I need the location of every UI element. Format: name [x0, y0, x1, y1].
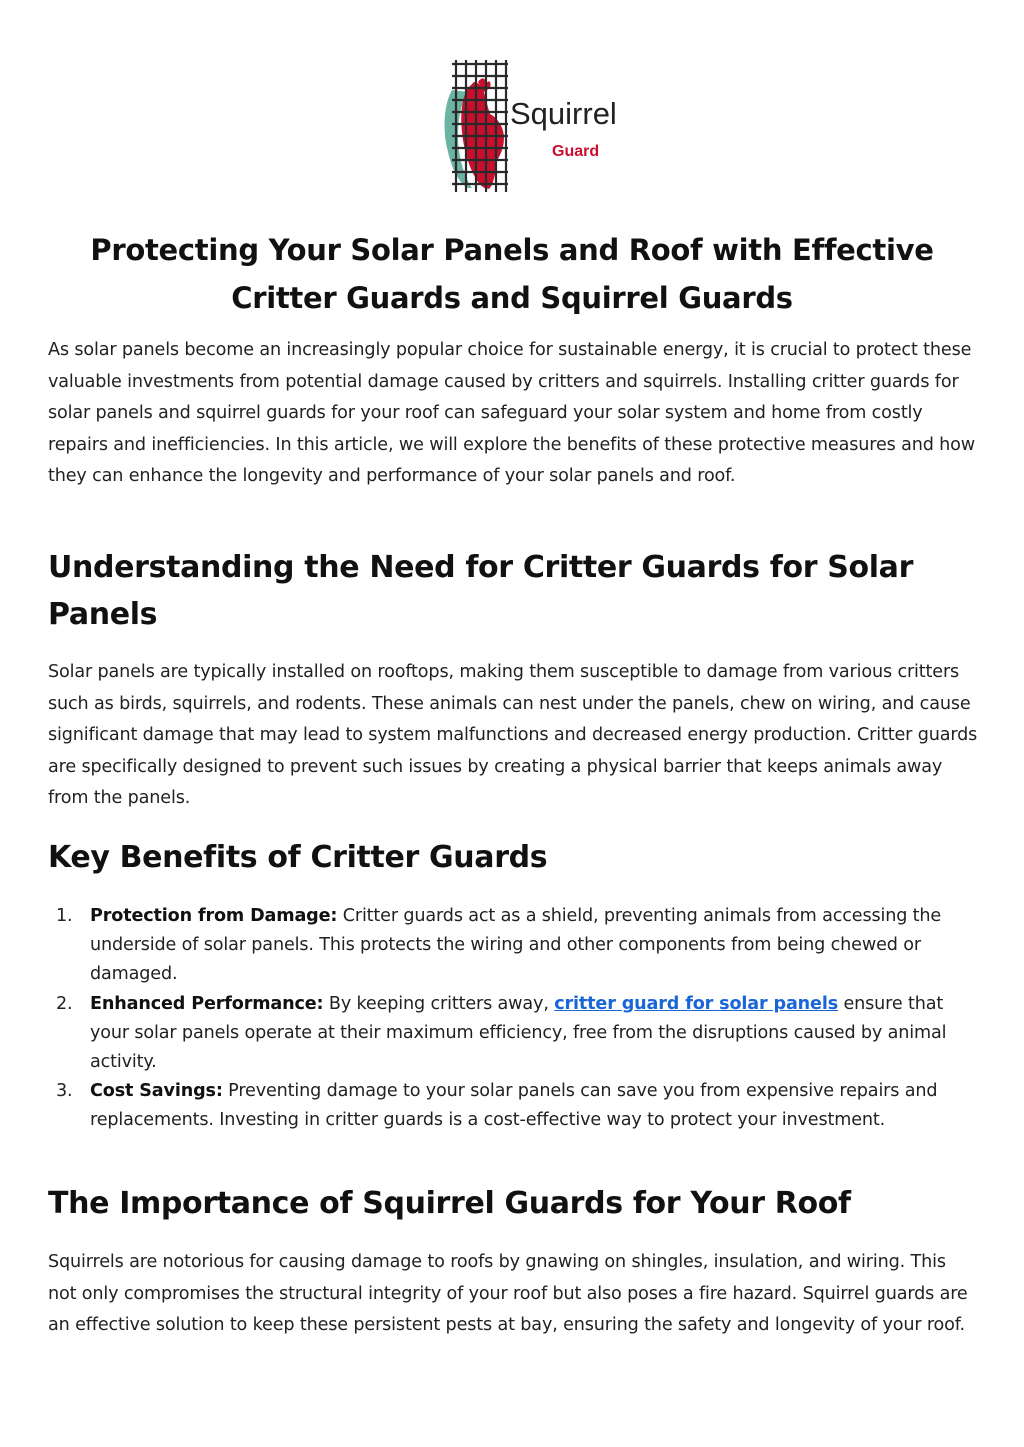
critter-guard-link[interactable]: critter guard for solar panels — [554, 993, 839, 1014]
benefit-item-cost — [48, 1077, 978, 1135]
title-line-2: Critter Guards and Squirrel Guards — [231, 281, 793, 315]
benefit-label: Enhanced Performance: — [90, 993, 324, 1014]
benefits-list — [48, 902, 978, 1136]
logo-word-top: Squirrel — [510, 96, 617, 131]
logo-word-bottom: Guard — [552, 143, 600, 160]
section-heading-key-benefits: Key Benefits of Critter Guards — [48, 840, 548, 875]
section-heading-critter-need: Understanding the Need for Critter Guards for Solar Panels — [48, 550, 914, 632]
section-critter-need-body: Solar panels are typically installed on rooftops, making them susceptible to damage from various critters such as birds, squirrels, and rodents. These animals can nest under the panels, chew on wiring, and cause significant damage that may lead to system malfunctions and decreased energy production. Critter guards are specifically designed to prevent such issues by creating a physical barrier that keeps animals away from the panels. — [48, 662, 978, 808]
benefit-text: ensure that your solar panels operate at their maximum efficiency, free from the disruptions caused by animal activity. — [90, 993, 947, 1073]
benefit-text: By keeping critters away, — [323, 993, 555, 1014]
benefit-item-performance — [48, 990, 978, 1078]
section-heading-squirrel-guards: The Importance of Squirrel Guards for Your Roof — [48, 1186, 851, 1221]
section-squirrel-guards-body: Squirrels are notorious for causing damage to roofs by gnawing on shingles, insulation, and wiring. This not only compromises the structural integrity of your roof but also poses a fire hazard. Squirrel guards are an effective solution to keep these persistent pests at bay, ensuring the safety and longevity of your roof. — [48, 1252, 968, 1335]
benefit-label: Cost Savings: — [90, 1081, 223, 1102]
squirrel-guard-logo — [438, 52, 617, 197]
intro-paragraph: As solar panels become an increasingly popular choice for sustainable energy, it is crucial to protect these valuable investments from potential damage caused by critters and squirrels. Installing critter guards for solar panels and squirrel guards for your roof can safeguard your solar system and home from costly repairs and inefficiencies. In this article, we will explore the benefits of these protective measures and how they can enhance the longevity and performance of your solar panels and roof. — [48, 340, 976, 486]
title-line-1: Protecting Your Solar Panels and Roof with Effective — [90, 233, 934, 267]
logo-graphic — [438, 52, 617, 197]
page-title — [60, 226, 964, 322]
list-number: 3. — [56, 1081, 73, 1102]
benefit-label: Protection from Damage: — [90, 906, 338, 926]
list-number: 1. — [56, 906, 73, 926]
benefit-text: Preventing damage to your solar panels can save you from expensive repairs and replacements. Investing in critter guards is a cost-effective way to protect your investment. — [90, 1081, 938, 1131]
benefit-item-protection — [48, 902, 978, 990]
list-number: 2. — [56, 993, 73, 1014]
benefit-text: Critter guards act as a shield, preventing animals from accessing the underside of solar panels. This protects the wiring and other components from being chewed or damaged. — [90, 906, 942, 985]
